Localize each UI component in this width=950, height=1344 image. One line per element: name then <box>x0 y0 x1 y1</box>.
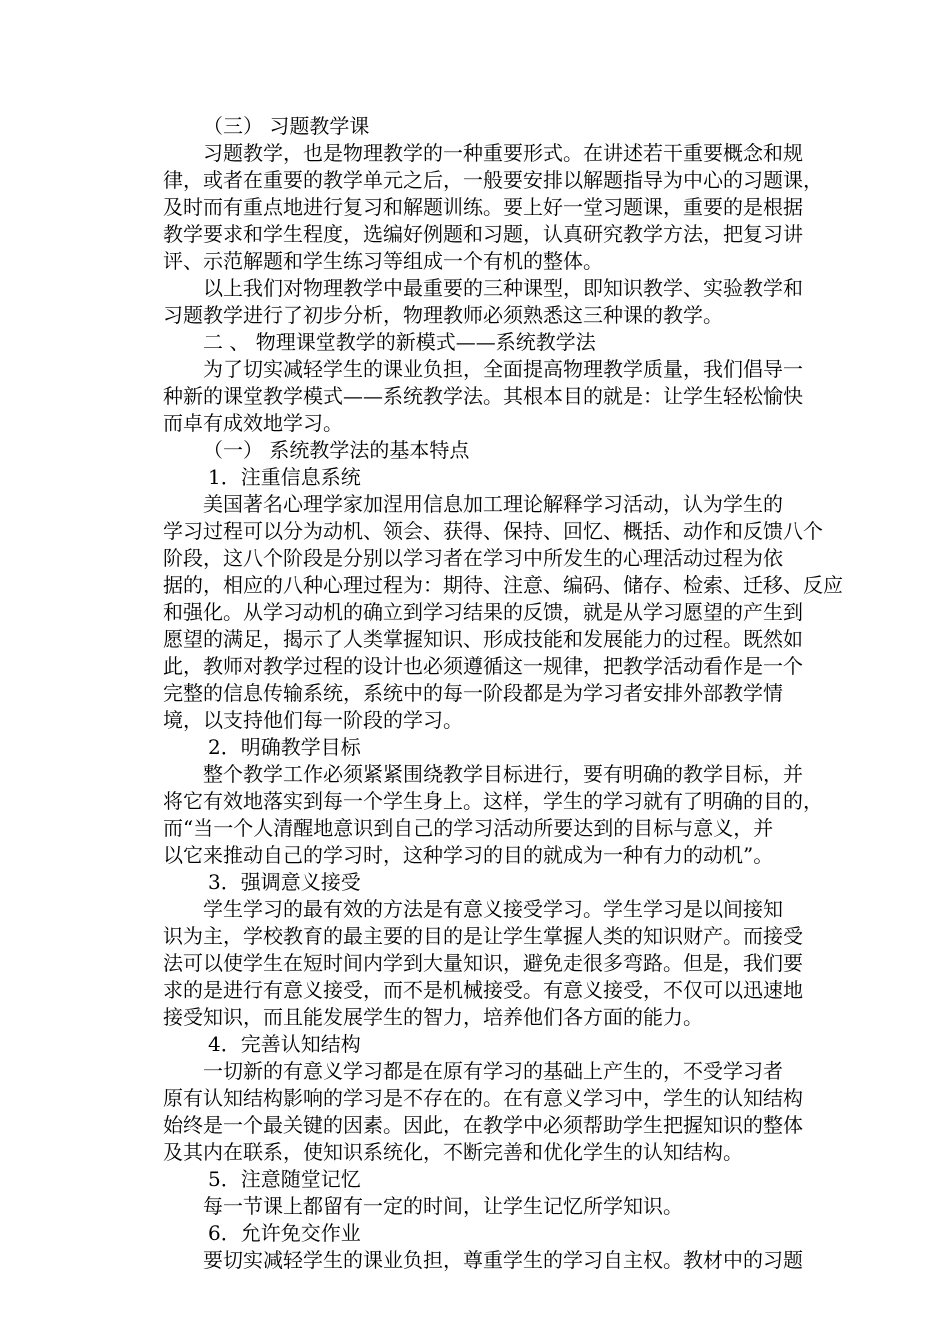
paragraph-line: 种新的课堂教学模式——系统教学法。其根本目的就是：让学生轻松愉快 <box>163 384 803 408</box>
paragraph-first-line: 习题教学，也是物理教学的一种重要形式。在讲述若干重要概念和规 <box>203 141 803 165</box>
numbered-subheading: 4．完善认知结构 <box>208 1032 361 1056</box>
paragraph-line: 始终是一个最关键的因素。因此，在教学中必须帮助学生把握知识的整体 <box>163 1113 803 1137</box>
paragraph-line: 原有认知结构影响的学习是不存在的。在有意义学习中，学生的认知结构 <box>163 1086 803 1110</box>
numbered-subheading: 3．强调意义接受 <box>208 870 361 894</box>
paragraph-first-line: 美国著名心理学家加涅用信息加工理论解释学习活动，认为学生的 <box>203 492 783 516</box>
paragraph-line: 接受知识，而且能发展学生的智力，培养他们各方面的能力。 <box>163 1005 703 1029</box>
numbered-subheading: 6．允许免交作业 <box>208 1221 361 1245</box>
paragraph-line: 学习过程可以分为动机、领会、获得、保持、回忆、概括、动作和反馈八个 <box>163 519 823 543</box>
section-heading: （三） 习题教学课 <box>203 114 370 138</box>
paragraph-line: 求的是进行有意义接受，而不是机械接受。有意义接受，不仅可以迅速地 <box>163 978 803 1002</box>
section-heading: （一） 系统教学法的基本特点 <box>203 438 470 462</box>
paragraph-line: 将它有效地落实到每一个学生身上。这样，学生的学习就有了明确的目的， <box>163 789 823 813</box>
paragraph-line: 评、示范解题和学生练习等组成一个有机的整体。 <box>163 249 603 273</box>
paragraph-line: 法可以使学生在短时间内学到大量知识，避免走很多弯路。但是，我们要 <box>163 951 803 975</box>
paragraph-line: 习题教学进行了初步分析，物理教师必须熟悉这三种课的教学。 <box>163 303 723 327</box>
paragraph-line: 识为主，学校教育的最主要的目的是让学生掌握人类的知识财产。而接受 <box>163 924 803 948</box>
paragraph-first-line: 为了切实减轻学生的课业负担，全面提高物理教学质量，我们倡导一 <box>203 357 803 381</box>
paragraph-line: 以它来推动自己的学习时，这种学习的目的就成为一种有力的动机”。 <box>163 843 774 867</box>
paragraph-first-line: 学生学习的最有效的方法是有意义接受学习。学生学习是以间接知 <box>203 897 783 921</box>
document-body <box>163 113 863 1274</box>
paragraph-first-line: 每一节课上都留有一定的时间，让学生记忆所学知识。 <box>203 1194 683 1218</box>
paragraph-line: 及时而有重点地进行复习和解题训练。要上好一堂习题课，重要的是根据 <box>163 195 803 219</box>
paragraph-line: 此，教师对教学过程的设计也必须遵循这一规律，把教学活动看作是一个 <box>163 654 803 678</box>
paragraph-line: 教学要求和学生程度，选编好例题和习题，认真研究教学方法，把复习讲 <box>163 222 803 246</box>
numbered-subheading: 5．注意随堂记忆 <box>208 1167 361 1191</box>
paragraph-line: 据的，相应的八种心理过程为：期待、注意、编码、储存、检索、迁移、反应 <box>163 573 843 597</box>
paragraph-first-line: 以上我们对物理教学中最重要的三种课型，即知识教学、实验教学和 <box>203 276 803 300</box>
paragraph-line: 而卓有成效地学习。 <box>163 411 343 435</box>
section-heading: 二 、 物理课堂教学的新模式——系统教学法 <box>203 330 596 354</box>
paragraph-first-line: 整个教学工作必须紧紧围绕教学目标进行，要有明确的教学目标，并 <box>203 762 803 786</box>
numbered-subheading: 2．明确教学目标 <box>208 735 361 759</box>
paragraph-line: 完整的信息传输系统，系统中的每一阶段都是为学习者安排外部教学情 <box>163 681 783 705</box>
paragraph-line: 及其内在联系，使知识系统化，不断完善和优化学生的认知结构。 <box>163 1140 743 1164</box>
paragraph-first-line: 一切新的有意义学习都是在原有学习的基础上产生的，不受学习者 <box>203 1059 783 1083</box>
paragraph-line: 愿望的满足，揭示了人类掌握知识、形成技能和发展能力的过程。既然如 <box>163 627 803 651</box>
paragraph-line: 而“当一个人清醒地意识到自己的学习活动所要达到的目标与意义，并 <box>163 816 774 840</box>
paragraph-line: 阶段，这八个阶段是分别以学习者在学习中所发生的心理活动过程为依 <box>163 546 783 570</box>
paragraph-line: 律，或者在重要的教学单元之后，一般要安排以解题指导为中心的习题课， <box>163 168 823 192</box>
paragraph-first-line: 要切实减轻学生的课业负担，尊重学生的学习自主权。教材中的习题 <box>203 1248 803 1272</box>
paragraph-line: 境，以支持他们每一阶段的学习。 <box>163 708 463 732</box>
paragraph-line: 和强化。从学习动机的确立到学习结果的反馈，就是从学习愿望的产生到 <box>163 600 803 624</box>
numbered-subheading: 1．注重信息系统 <box>208 465 361 489</box>
